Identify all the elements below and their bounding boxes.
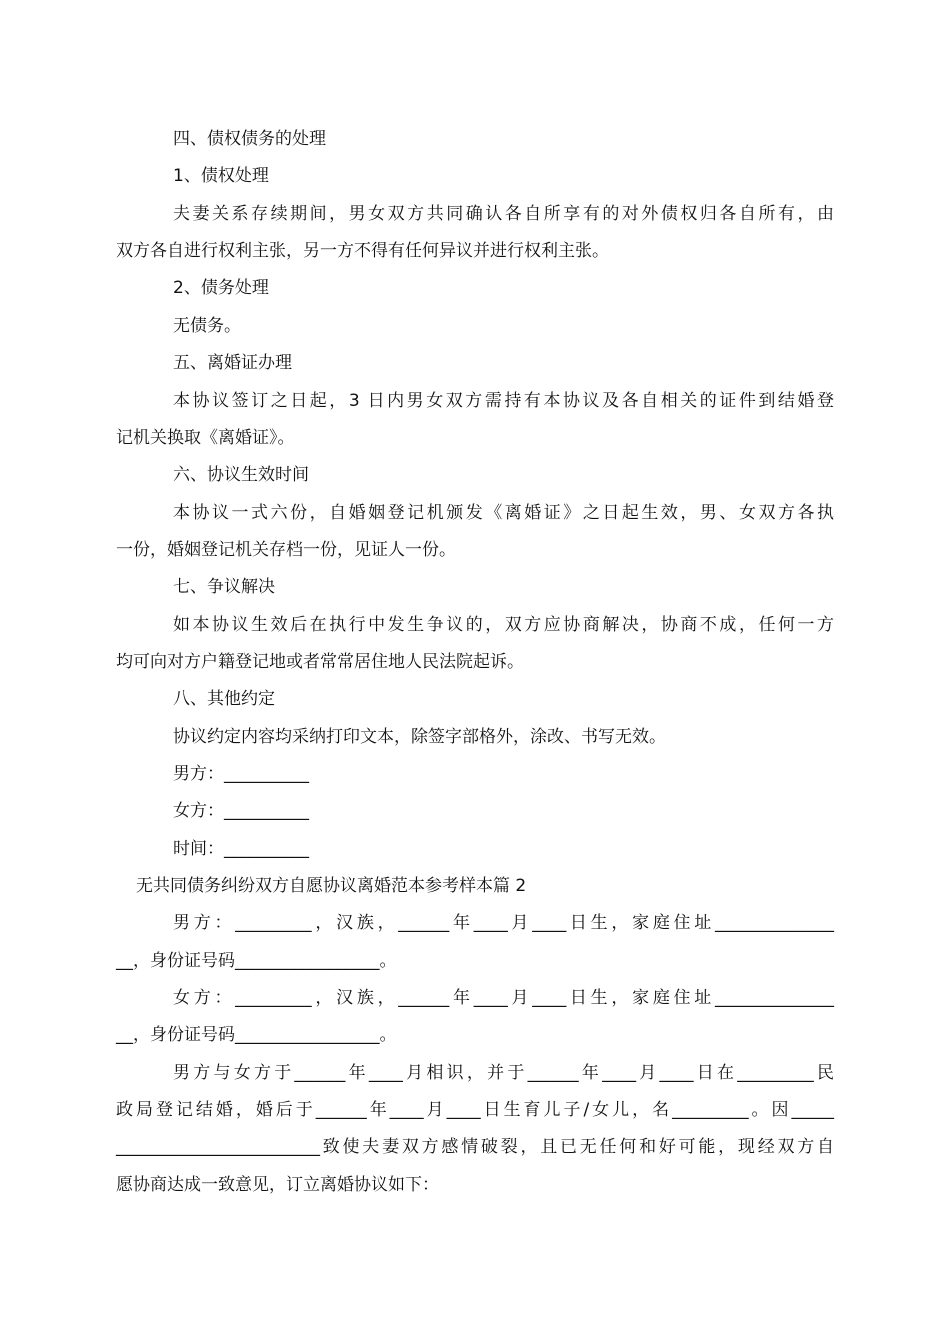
signature-male: 男方：__________ [173, 764, 309, 784]
section-heading-other: 八、其他约定 [173, 689, 275, 709]
section-heading-debts: 四、债权债务的处理 [173, 129, 326, 149]
history-line-4: 愿协商达成一致意见，订立离婚协议如下： [116, 1175, 439, 1195]
section-heading-certificate: 五、离婚证办理 [173, 353, 292, 373]
male-info-line-2: __，身份证号码_________________。 [116, 951, 397, 971]
female-info-line-1: 女方：_________，汉族，______年____月____日生，家庭住址______________ [173, 988, 834, 1008]
paragraph-effective-line-1: 本协议一式六份，自婚姻登记机颁发《离婚证》之日起生效，男、女双方各执 [173, 503, 834, 523]
subheading-debt: 2、债务处理 [173, 278, 269, 298]
section-heading-dispute: 七、争议解决 [173, 577, 275, 597]
male-info-line-1: 男方：_________，汉族，______年____月____日生，家庭住址______________ [173, 913, 834, 933]
paragraph-credit-line-1: 夫妻关系存续期间，男女双方共同确认各自所享有的对外债权归各自所有，由 [173, 204, 834, 224]
history-line-2: 政局登记结婚，婚后于______年____月____日生育儿子/女儿，名_________。因_____ [116, 1100, 834, 1120]
paragraph-dispute-line-2: 均可向对方户籍登记地或者常常居住地人民法院起诉。 [116, 652, 524, 672]
article-title: 无共同债务纠纷双方自愿协议离婚范本参考样本篇 2 [136, 876, 527, 896]
paragraph-certificate-line-2: 记机关换取《离婚证》。 [116, 428, 295, 448]
paragraph-other: 协议约定内容均采纳打印文本，除签字部格外，涂改、书写无效。 [173, 727, 666, 747]
paragraph-certificate-line-1: 本协议签订之日起，3 日内男女双方需持有本协议及各自相关的证件到结婚登 [173, 391, 834, 411]
paragraph-debt: 无债务。 [173, 316, 241, 336]
section-heading-effective: 六、协议生效时间 [173, 465, 309, 485]
history-line-3: ________________________致使夫妻双方感情破裂，且已无任何和好可能，现经双方自 [116, 1137, 834, 1157]
subheading-credit: 1、债权处理 [173, 166, 269, 186]
signature-date: 时间：__________ [173, 839, 309, 859]
paragraph-dispute-line-1: 如本协议生效后在执行中发生争议的，双方应协商解决，协商不成，任何一方 [173, 615, 834, 635]
paragraph-credit-line-2: 双方各自进行权利主张，另一方不得有任何异议并进行权利主张。 [116, 241, 609, 261]
signature-female: 女方：__________ [173, 801, 309, 821]
paragraph-effective-line-2: 一份，婚姻登记机关存档一份，见证人一份。 [116, 540, 456, 560]
history-line-1: 男方与女方于______年____月相识，并于______年____月____日在_________民 [173, 1063, 834, 1083]
female-info-line-2: __，身份证号码_________________。 [116, 1025, 397, 1045]
